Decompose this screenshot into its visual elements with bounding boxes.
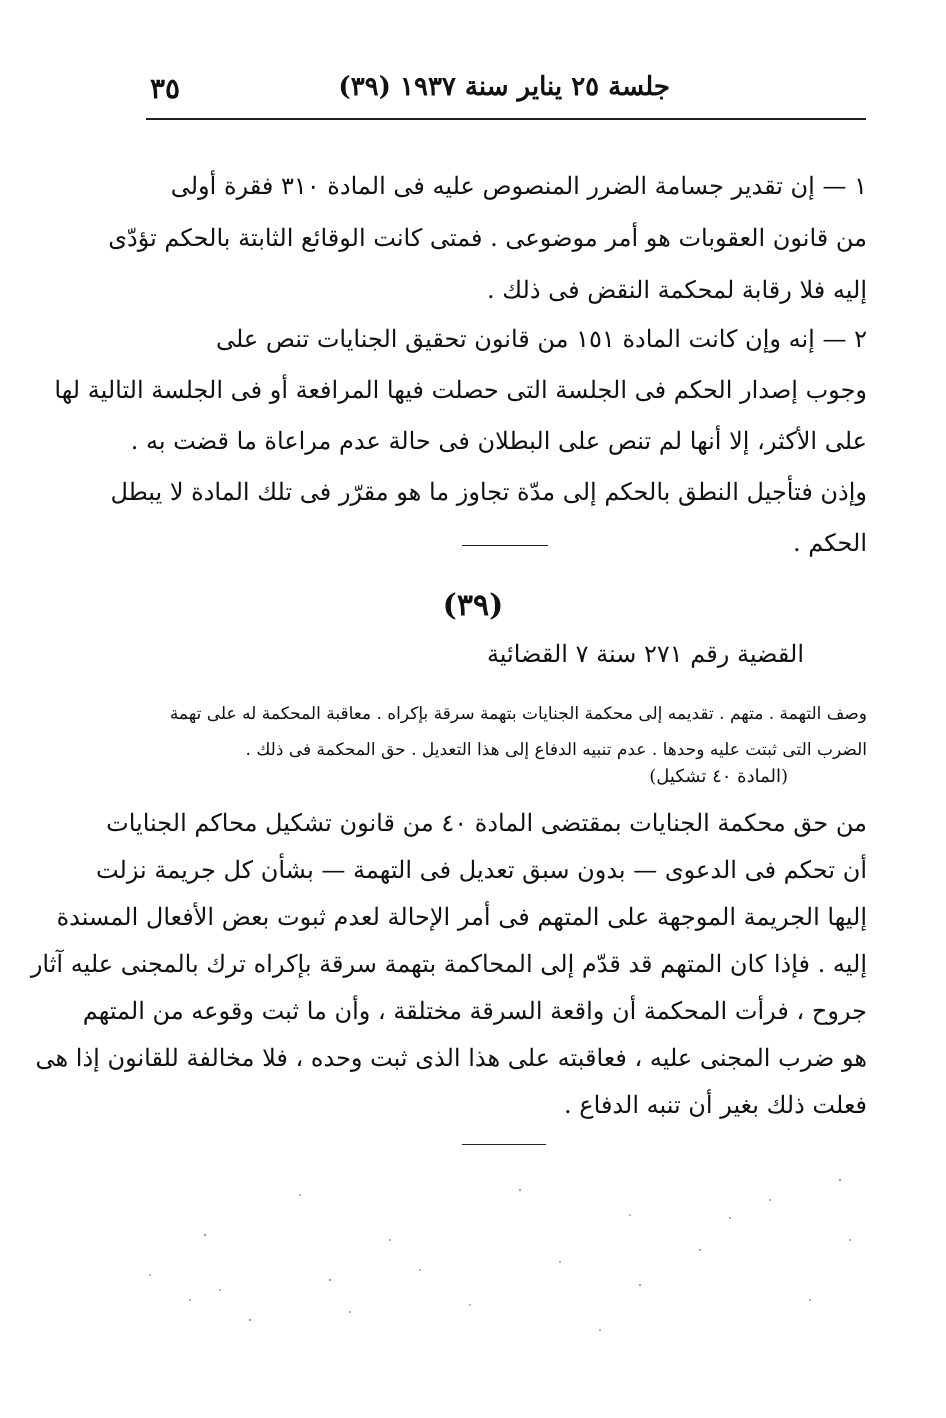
ruling-1-line: من قانون العقوبات هو أمر موضوعى . فمتى كانت الوقائع الثابتة بالحكم تؤدّى bbox=[108, 224, 867, 252]
ruling-3-line: إليه . فإذا كان المتهم قد قدّم إلى المحاكمة بتهمة سرقة بإكراه ترك بالمجنى عليه آثار bbox=[30, 950, 867, 978]
article-reference: (المادة ٤٠ تشكيل) bbox=[649, 766, 788, 787]
ruling-2-line: وجوب إصدار الحكم فى الجلسة التى حصلت فيها المرافعة أو فى الجلسة التالية لها bbox=[54, 376, 867, 404]
summary-line: الضرب التى ثبتت عليه وحدها . عدم تنبيه الدفاع إلى هذا التعديل . حق المحكمة فى ذلك . bbox=[245, 740, 867, 760]
ruling-3-line: هو ضرب المجنى عليه ، فعاقبته على هذا الذى ثبت وحده ، فلا مخالفة للقانون إذا هى bbox=[35, 1044, 867, 1072]
ruling-2-line: وإذن فتأجيل النطق بالحكم إلى مدّة تجاوز ما هو مقرّر فى تلك المادة لا يبطل bbox=[110, 478, 867, 506]
ruling-3-line: من حق محكمة الجنايات بمقتضى المادة ٤٠ من قانون تشكيل محاكم الجنايات bbox=[106, 809, 867, 837]
page-number: ٣٥ bbox=[150, 72, 181, 105]
ruling-1-line: ١ — إن تقدير جسامة الضرر المنصوص عليه فى المادة ٣١٠ فقرة أولى bbox=[170, 172, 867, 200]
ruling-2-line: على الأكثر، إلا أنها لم تنص على البطلان فى حالة عدم مراعاة ما قضت به . bbox=[130, 427, 867, 455]
ruling-3-line: أن تحكم فى الدعوى — بدون سبق تعديل فى التهمة — بشأن كل جريمة نزلت bbox=[95, 856, 867, 884]
ruling-2-line: الحكم . bbox=[793, 529, 867, 557]
case-title: القضية رقم ٢٧١ سنة ٧ القضائية bbox=[486, 640, 804, 668]
summary-line: وصف التهمة . متهم . تقديمه إلى محكمة الجنايات بتهمة سرقة بإكراه . معاقبة المحكمة له على تهمة bbox=[169, 704, 867, 724]
ruling-3-line: إليها الجريمة الموجهة على المتهم فى أمر الإحالة لعدم ثبوت بعض الأفعال المسندة bbox=[56, 903, 867, 931]
ruling-3-line: فعلت ذلك بغير أن تنبه الدفاع . bbox=[564, 1091, 867, 1119]
running-head: جلسة ٢٥ يناير سنة ١٩٣٧ (٣٩) bbox=[338, 72, 670, 102]
ruling-3-line: جروح ، فرأت المحكمة أن واقعة السرقة مختلقة ، وأن ما ثبت وقوعه من المتهم bbox=[82, 997, 867, 1025]
ruling-2-line: ٢ — إنه وإن كانت المادة ١٥١ من قانون تحقيق الجنايات تنص على bbox=[215, 325, 867, 353]
case-number: (٣٩) bbox=[442, 588, 504, 623]
ruling-1-line: إليه فلا رقابة لمحكمة النقض فى ذلك . bbox=[487, 276, 867, 304]
